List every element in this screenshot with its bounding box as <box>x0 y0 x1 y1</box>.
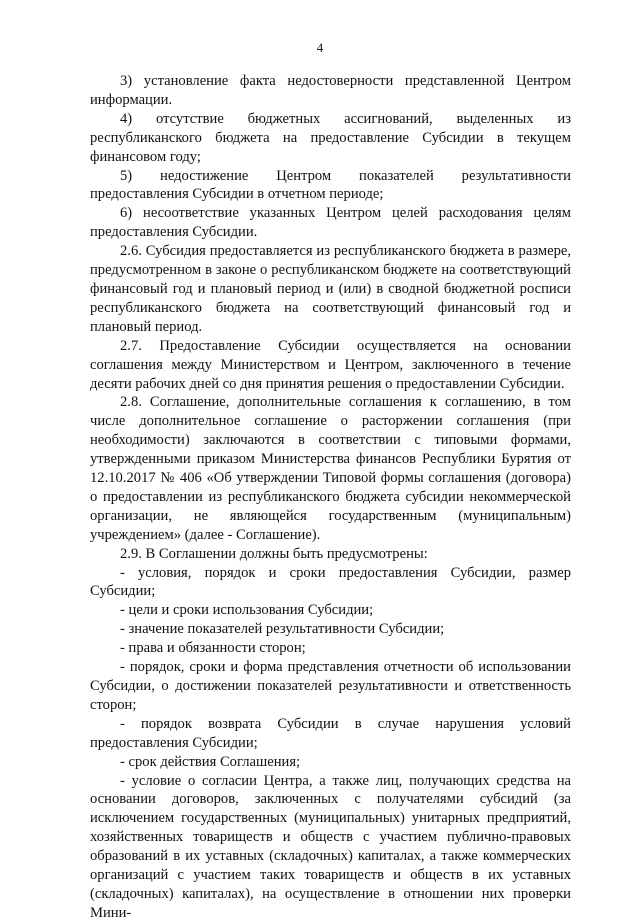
list-item-indicators: - значение показателей результативности Субсидии; <box>120 621 445 638</box>
document-body <box>90 72 571 923</box>
paragraph-2-7: 2.7. Предоставление Субсидии осуществляется на основании соглашения между Министерством и Центром, заключенного в течение десяти рабочих дней со дня принятия решения о предоставлении Субсидии. <box>90 337 571 392</box>
paragraph-2-8: 2.8. Соглашение, дополнительные соглашения к соглашению, в том числе дополнительное соглашение о расторжении соглашения (при необходимости) заключаются в соответствии с типовыми формами, утвержденными приказом Министерства финансов Республики Бурятия от 12.10.2017 № 406 «Об утверждении Типовой формы соглашения (договора) о предоставлении из республиканского бюджета субсидии некоммерческой организации, не являющейся государственным (муниципальным) учреждением» (далее - Соглашение). <box>90 394 571 543</box>
paragraph-clause-3: 3) установление факта недостоверности представленной Центром информации. <box>90 73 571 108</box>
list-item-rights: - права и обязанности сторон; <box>120 640 306 657</box>
paragraph-2-9: 2.9. В Соглашении должны быть предусмотрены: <box>120 545 428 562</box>
paragraph-clause-4: 4) отсутствие бюджетных ассигнований, выделенных из республиканского бюджета на предоставление Субсидии в текущем финансовом году; <box>90 110 571 165</box>
list-item-goals: - цели и сроки использования Субсидии; <box>120 602 374 619</box>
list-item-refund: - порядок возврата Субсидии в случае нарушения условий предоставления Субсидии; <box>90 715 571 751</box>
page-number: 4 <box>316 40 324 55</box>
paragraph-clause-6: 6) несоответствие указанных Центром целей расходования целям предоставления Субсидии. <box>90 205 571 241</box>
paragraph-2-6: 2.6. Субсидия предоставляется из республиканского бюджета в размере, предусмотренном в законе о республиканском бюджете на соответствующий финансовый год и плановый период и (или) в сводной бюджетной росписи республиканского бюджета на соответствующий финансовый год и плановый период. <box>90 243 571 335</box>
list-item-term: - срок действия Соглашения; <box>120 753 301 770</box>
list-item-conditions: - условия, порядок и сроки предоставления Субсидии, размер Субсидии; <box>90 564 571 600</box>
list-item-consent: - условие о согласии Центра, а также лиц, получающих средства на основании договоров, заключенных с получателями субсидий (за исключением государственных (муниципальных) унитарных предприятий, хозяйственных товариществ и обществ с участием публично-правовых образований в их уставных (складочных) капиталах, а также коммерческих организаций с участием таких товариществ и обществ в их уставных (складочных) капиталах), на осуществление в отношении них проверки Мини- <box>90 772 571 921</box>
paragraph-clause-5: 5) недостижение Центром показателей результативности предоставления Субсидии в отчетном периоде; <box>90 167 571 203</box>
list-item-reporting: - порядок, сроки и форма представления отчетности об использовании Субсидии, о достижении показателей результативности и ответственность сторон; <box>90 659 571 713</box>
